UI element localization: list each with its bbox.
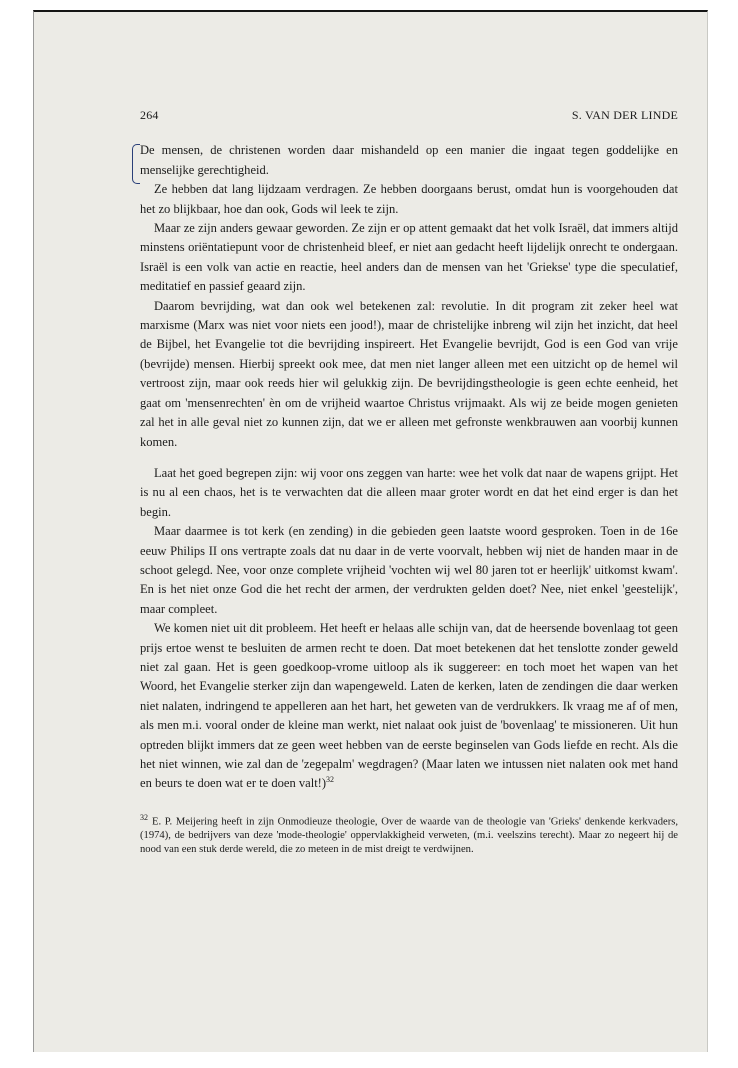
- running-head: S. VAN DER LINDE: [571, 108, 678, 122]
- paragraph-7-text: We komen niet uit dit probleem. Het heeft er helaas alle schijn van, dat de heersende bovenlaag tot geen prijs ertoe wenst te besluiten de armen recht te doen. Dat moet betekenen dat het tenslotte zonder geweld niet zal gaan. Het is geen goedkoop-vrome uitloop als ik suggereer: en toch moet het wapen van het Woord, het Evangelie sterker zijn dan wapengeweld. Laten de kerken, laten de zendingen die daar werken niet nalaten, indringend te appelleren aan het hart, het geweten van de verdrukkers. Ik vraag me af of men, als men m.i. vooral onder de kleine man werkt, niet nalaat ook juist de 'bovenlaag' te missioneren. Uit hun optreden blijkt immers dat ze geen weet hebben van de eerste beginselen van Gods liefde en recht. Als die het niet winnen, wie zal dan de 'zegepalm' wegdragen? (Maar laten we intussen niet nalaten ook met hand en beurs te doen wat er te doen valt!): [140, 621, 678, 791]
- paragraph-3: Maar ze zijn anders gewaar geworden. Ze zijn er op attent gemaakt dat het volk Israël, dat immers altijd minstens oriëntatiepunt voor de christenheid bleef, er niet aan gedacht heeft lijdelijk onrecht te ondergaan. Israël is een volk van actie en reactie, heel anders dan de mensen van het 'Griekse' type die speculatief, meditatief en passief geaard zijn.: [140, 221, 678, 294]
- margin-bracket-mark: [132, 144, 140, 184]
- paragraph-5: Laat het goed begrepen zijn: wij voor ons zeggen van harte: wee het volk dat naar de wapens grijpt. Het is nu al een chaos, het is te verwachten dat die alleen maar groter wordt en dat het eind erger is dan het begin.: [140, 465, 678, 519]
- footnote: [140, 806, 678, 857]
- paragraph-1: De mensen, de christenen worden daar mishandeld op een manier die ingaat tegen goddelijke en menselijke gerechtigheid.: [140, 143, 678, 177]
- footnote-reference: 32: [326, 775, 335, 785]
- page-body: [140, 106, 678, 857]
- page-header: [140, 106, 678, 125]
- footnote-text: E. P. Meijering heeft in zijn Onmodieuze theologie, Over de waarde van de theologie van 'Grieks' denkende kerkvaders, (1974), de bedrijvers van deze 'mode-theologie' oppervlakkigheid verweten, (m.i. veelszins terecht). Maar zo negeert hij de nood van een stuk derde wereld, die zo meteen in de mist dreigt te verdwijnen.: [140, 816, 678, 855]
- paragraph-6: Maar daarmee is tot kerk (en zending) in die gebieden geen laatste woord gesproken. Toen in de 16e eeuw Philips II ons vertrapte zoals dat nu daar in de verte voorvalt, hebben wij niet de handen maar in de schoot gelegd. Nee, voor onze complete vrijheid 'vochten wij wel 80 jaren tot er heerlijk' uitkomst kwam'. En is het niet onze God die het recht der armen, der verdrukten gelden doet? Nee, niet enkel 'geestelijk', maar compleet.: [140, 524, 678, 616]
- paragraph-2: Ze hebben dat lang lijdzaam verdragen. Ze hebben doorgaans berust, omdat hun is voorgehouden dat het zo blijkbaar, hoe dan ook, Gods wil leek te zijn.: [140, 182, 678, 216]
- footnote-mark: 32: [140, 812, 148, 822]
- section-gap: [140, 452, 678, 464]
- paragraph-7: [140, 619, 678, 794]
- scanned-page: [33, 10, 708, 1052]
- paragraph-4: Daarom bevrijding, wat dan ook wel betekenen zal: revolutie. In dit program zit zeker heel wat marxisme (Marx was niet voor niets een jood!), maar de christelijke inbreng wil zijn het inzicht, dat heel de Bijbel, het Evangelie tot die bevrijding inspireert. Het Evangelie bevrijdt, God is een God van vrije (bevrijde) mensen. Hierbij spreekt ook mee, dat men niet langer alleen met een uitzicht op de hemel wil vertroost zijn, maar ook reeds hier wil gelukkig zijn. De bevrijdingstheologie is geen echte eenheid, het gaat om 'mensenrechten' èn om de vrijheid waartoe Christus vrijmaakt. Als wij ze beide mogen genieten zal het in alle geval niet zo kunnen zijn, dat we er alleen met gefronste wenkbrauwen aan voorbij kunnen komen.: [140, 298, 678, 449]
- page-number: 264: [140, 108, 159, 122]
